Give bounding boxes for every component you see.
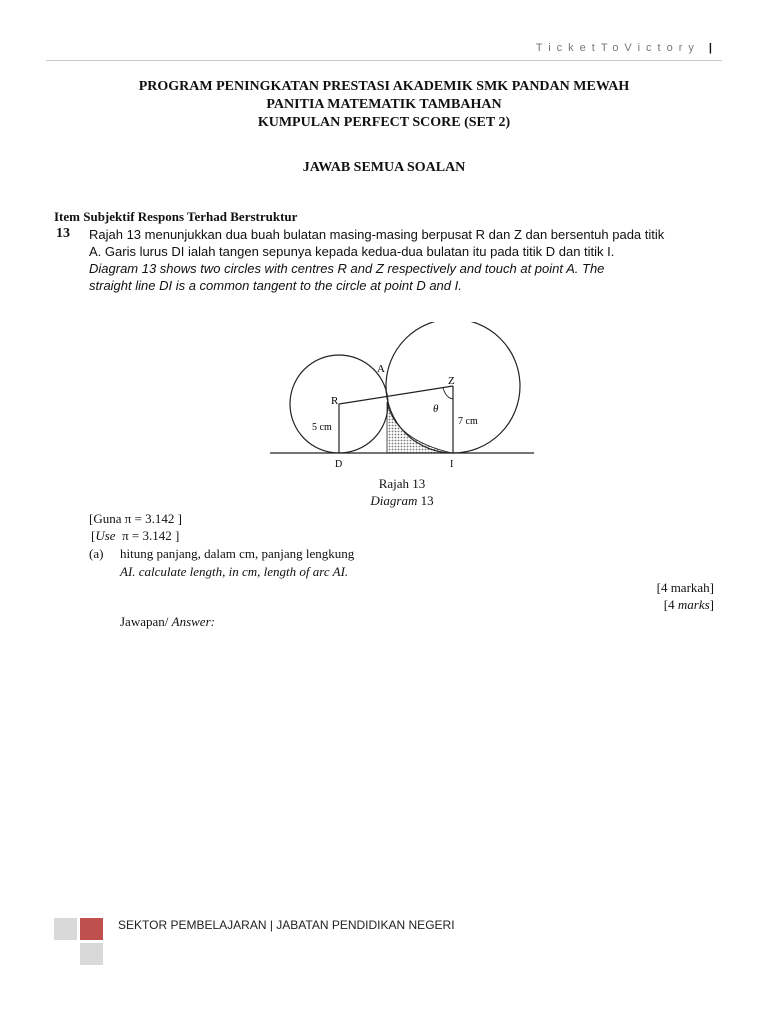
label-i: I — [450, 459, 454, 470]
title-line-3: KUMPULAN PERFECT SCORE (SET 2) — [257, 115, 511, 130]
circles-diagram — [262, 322, 542, 472]
footer-logo-blocks — [54, 918, 104, 966]
shaded-region — [387, 402, 452, 453]
pi-english — [91, 528, 179, 544]
caption-english-word: Diagram — [370, 493, 418, 508]
question-text — [89, 226, 729, 294]
answer-english: Answer: — [171, 614, 215, 629]
part-a-malay: hitung panjang, dalam cm, panjang lengkung — [120, 546, 355, 561]
marks-malay: [4 markah] — [656, 580, 714, 595]
label-theta: θ — [433, 403, 439, 415]
question-malay-line-2: A. Garis lurus DI ialah tangen sepunya kepada kedua-dua bulatan itu pada titik D dan titik I. — [89, 244, 615, 259]
question-english-line-2: straight line DI is a common tangent to the circle at point D and I. — [89, 278, 462, 293]
instruction: JAWAB SEMUA SOALAN — [302, 160, 466, 175]
footer-text: SEKTOR PEMBELAJARAN | JABATAN PENDIDIKAN NEGERI — [118, 918, 455, 932]
section-heading: Item Subjektif Respons Terhad Berstruktur — [54, 209, 298, 224]
marks-english — [664, 597, 714, 613]
question-number: 13 — [56, 226, 70, 241]
part-a-label — [89, 546, 103, 562]
document-titles — [0, 78, 768, 132]
header-tag — [536, 42, 712, 54]
line-rz — [339, 386, 453, 404]
marks-english-word: marks — [677, 597, 710, 612]
theta-arc — [443, 388, 453, 399]
caption-english — [0, 493, 768, 509]
footer-block-grey-2 — [80, 943, 103, 965]
label-z: Z — [448, 375, 455, 387]
caption-malay: Rajah 13 — [378, 476, 426, 491]
answer-label — [120, 614, 215, 630]
label-d: D — [335, 459, 343, 470]
pi-malay: [Guna π = 3.142 ] — [89, 511, 182, 526]
pi-english-word: Use — [95, 528, 116, 543]
question-malay-line-1: Rajah 13 menunjukkan dua buah bulatan masing-masing berpusat R dan Z dan bersentuh pada titik — [89, 227, 665, 242]
label-5cm: 5 cm — [312, 422, 332, 433]
pi-english-rest: π = 3.142 ] — [122, 528, 180, 543]
header-tag-text: TicketToVictory — [535, 42, 700, 54]
question-english-line-1: Diagram 13 shows two circles with centres R and Z respectively and touch at point A. The — [89, 261, 605, 276]
title-line-2: PANITIA MATEMATIK TAMBAHAN — [266, 97, 502, 112]
pi-english-bracket: [ — [91, 528, 96, 543]
label-a: A — [377, 363, 385, 375]
label-r: R — [331, 395, 339, 407]
title-line-1: PROGRAM PENINGKATAN PRESTASI AKADEMIK SMK PANDAN MEWAH — [138, 79, 630, 94]
diagram-13 — [262, 322, 542, 477]
marks-english-close: ] — [709, 597, 714, 612]
label-7cm: 7 cm — [458, 416, 478, 427]
part-a-label-text: (a) — [89, 546, 104, 561]
marks-english-num: [4 — [663, 597, 675, 612]
caption-english-number: 13 — [420, 493, 434, 508]
part-a-english: AI. calculate length, in cm, length of arc AI. — [120, 564, 349, 579]
answer-malay: Jawapan/ — [120, 614, 169, 629]
header-rule — [46, 60, 722, 61]
footer-block-red — [80, 918, 103, 940]
footer-block-grey-1 — [54, 918, 77, 940]
header-bar: | — [708, 42, 712, 54]
